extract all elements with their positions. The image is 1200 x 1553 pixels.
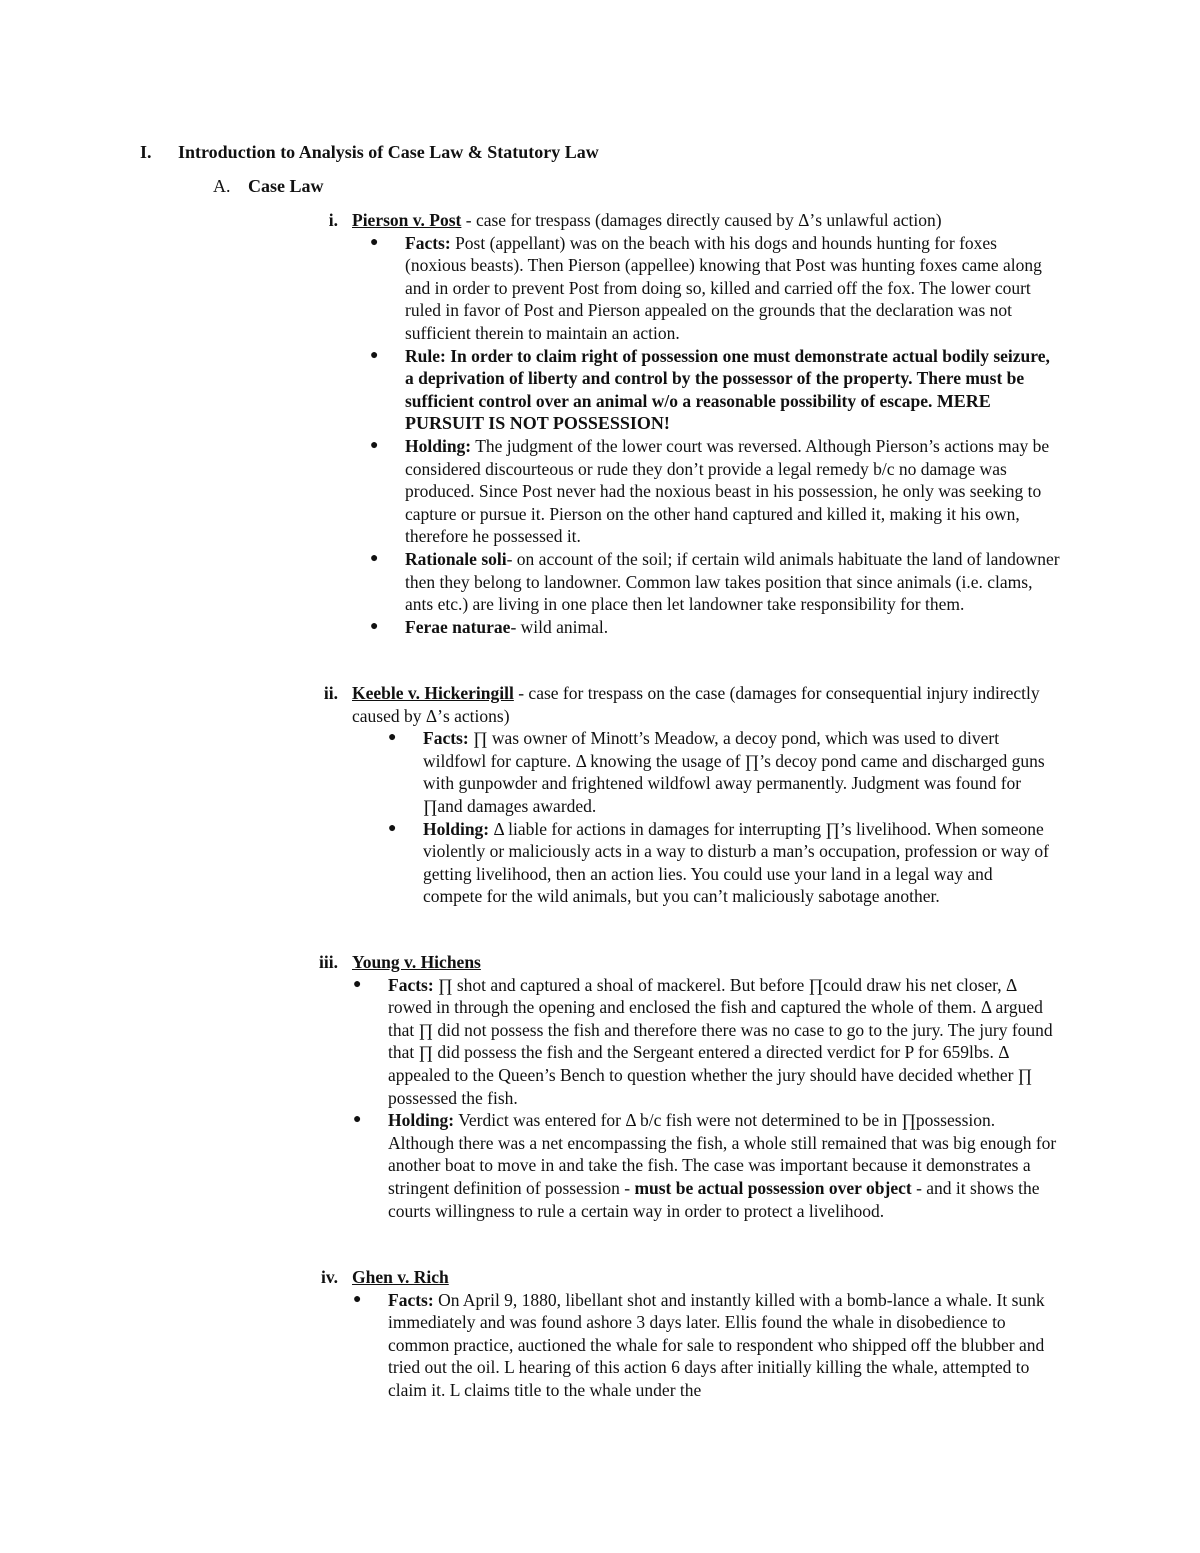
list-item bbox=[353, 1289, 1060, 1402]
bullet-icon: ● bbox=[370, 347, 379, 363]
list-item bbox=[370, 435, 1062, 548]
holding-label: Holding: bbox=[405, 435, 472, 456]
case-pierson-v-post bbox=[328, 209, 1062, 638]
rule-label: Rule: bbox=[405, 345, 446, 366]
bullet-icon: ● bbox=[388, 730, 397, 746]
case-bullets bbox=[370, 232, 1062, 639]
case-bullets bbox=[388, 727, 1052, 908]
case-description: - case for trespass on the case (damages for consequential injury indirectly caused by Δ’s actions) bbox=[352, 683, 1040, 726]
section-number: I. bbox=[140, 142, 152, 162]
case-heading bbox=[352, 682, 1052, 727]
subsection-number: A. bbox=[213, 176, 231, 196]
list-item bbox=[370, 616, 1062, 639]
rationale-text: - on account of the soil; if certain wild animals habituate the land of landowner then they belong to landowner. Common law takes position that since animals (i.e. clams, ants etc.) are living in one place then let landowner take responsibility for them. bbox=[405, 548, 1060, 615]
bullet-icon: ● bbox=[370, 437, 379, 453]
facts-label: Facts: bbox=[388, 1289, 434, 1310]
bullet-icon: ● bbox=[388, 820, 397, 836]
holding-emphasis: must be actual possession over object bbox=[634, 1177, 912, 1198]
bullet-icon: ● bbox=[353, 1112, 362, 1128]
subsection-title: Case Law bbox=[248, 176, 324, 196]
list-item bbox=[353, 974, 1060, 1110]
holding-text-end: - and it shows the courts willingness to rule a certain way in order to protect a livelihood. bbox=[388, 1177, 1040, 1221]
case-heading bbox=[352, 951, 1060, 974]
list-item bbox=[370, 548, 1062, 616]
ferae-text: - wild animal. bbox=[510, 616, 609, 637]
section-title: Introduction to Analysis of Case Law & Statutory Law bbox=[178, 142, 599, 162]
case-number: ii. bbox=[323, 683, 338, 703]
case-description: - case for trespass (damages directly caused by Δ’s unlawful action) bbox=[461, 210, 942, 230]
rule-emphasis: MERE PURSUIT IS NOT POSSESSION! bbox=[405, 390, 991, 434]
ferae-label: Ferae naturae bbox=[405, 616, 511, 637]
case-name: Keeble v. Hickeringill bbox=[352, 683, 514, 703]
facts-label: Facts: bbox=[405, 232, 451, 253]
bullet-icon: ● bbox=[353, 976, 362, 992]
case-keeble-v-hickeringill bbox=[323, 682, 1052, 908]
case-number: iii. bbox=[319, 952, 338, 972]
list-item bbox=[388, 727, 1052, 817]
holding-text: The judgment of the lower court was reversed. Although Pierson’s actions may be considered discourteous or rude they don’t provide a legal remedy b/c no damage was produced. Since Post never had the noxious beast in his possession, he only was seeking to capture or pursue it. Pierson on the other hand captured and killed it, making it his own, therefore he possessed it. bbox=[405, 435, 1050, 547]
list-item bbox=[388, 818, 1052, 908]
bullet-icon: ● bbox=[370, 550, 379, 566]
case-number: i. bbox=[328, 210, 338, 230]
case-young-v-hichens bbox=[319, 951, 1060, 1222]
facts-text: ∏ shot and captured a shoal of mackerel. But before ∏could draw his net closer, Δ rowed in through the opening and enclosed the fish and captured the whole of them. Δ argued that ∏ did not possess the fish and therefore there was no case to go to the jury. The jury found that ∏ did possess the fish and the Sergeant entered a directed verdict for P for 659lbs. Δ appealed to the Queen’s Bench to question whether the jury should have decided whether ∏ possessed the fish. bbox=[388, 974, 1053, 1108]
holding-text: Verdict was entered for Δ b/c fish were not determined to be in ∏possession. Although there was a net encompassing the fish, a whole still remained that was big enough for another boat to move in and take the fish. The case was important because it demonstrates a stringent definition of possession - bbox=[388, 1110, 1057, 1198]
facts-text: Post (appellant) was on the beach with his dogs and hounds hunting for foxes (noxious beasts). Then Pierson (appellee) knowing that Post was hunting foxes came along and in order to prevent Post from doing so, killed and carried off the fox. The lower court ruled in favor of Post and Pierson appealed on the grounds that the declaration was not sufficient therein to maintain an action. bbox=[405, 232, 1042, 343]
section-heading bbox=[140, 142, 599, 163]
list-item bbox=[370, 232, 1062, 345]
case-number: iv. bbox=[320, 1267, 338, 1287]
case-bullets bbox=[353, 974, 1060, 1223]
list-item bbox=[353, 1109, 1060, 1222]
subsection-heading bbox=[213, 176, 324, 197]
case-ghen-v-rich bbox=[320, 1266, 1060, 1402]
case-heading bbox=[352, 209, 1062, 232]
case-name: Pierson v. Post bbox=[352, 210, 462, 230]
holding-text: Δ liable for actions in damages for interrupting ∏’s livelihood. When someone violently or maliciously acts in a way to disturb a man’s occupation, profession or way of getting livelihood, then an action lies. You could use your land in a legal way and compete for the wild animals, but you can’t maliciously sabotage another. bbox=[423, 818, 1049, 907]
bullet-icon: ● bbox=[370, 234, 379, 250]
rule-text: In order to claim right of possession one must demonstrate actual bodily seizure, a deprivation of liberty and control by the possessor of the property. There must be sufficient control over an animal w/o a reasonable possibility of escape. bbox=[405, 345, 1050, 411]
holding-label: Holding: bbox=[388, 1110, 455, 1131]
case-heading bbox=[352, 1266, 1060, 1289]
rationale-label: Rationale soli bbox=[405, 548, 507, 569]
list-item bbox=[370, 345, 1062, 435]
facts-text: On April 9, 1880, libellant shot and instantly killed with a bomb-lance a whale. It sunk immediately and was found ashore 3 days later. Ellis found the whale in disobedience to common practice, auctioned the whale for sale to respondent who shipped off the blubber and tried out the oil. L hearing of this action 6 days after initially killing the whale, attempted to claim it. L claims title to the whale under the bbox=[388, 1289, 1045, 1400]
facts-label: Facts: bbox=[388, 974, 434, 995]
case-bullets bbox=[353, 1289, 1060, 1402]
holding-label: Holding: bbox=[423, 818, 490, 839]
case-name: Young v. Hichens bbox=[352, 952, 481, 972]
facts-label: Facts: bbox=[423, 728, 469, 749]
case-name: Ghen v. Rich bbox=[352, 1267, 449, 1287]
facts-text: ∏ was owner of Minott’s Meadow, a decoy pond, which was used to divert wildfowl for capture. Δ knowing the usage of ∏’s decoy pond came and discharged guns with gunpowder and frightened wildfowl away permanently. Judgment was found for ∏and damages awarded. bbox=[423, 728, 1045, 816]
bullet-icon: ● bbox=[370, 618, 379, 634]
bullet-icon: ● bbox=[353, 1291, 362, 1307]
